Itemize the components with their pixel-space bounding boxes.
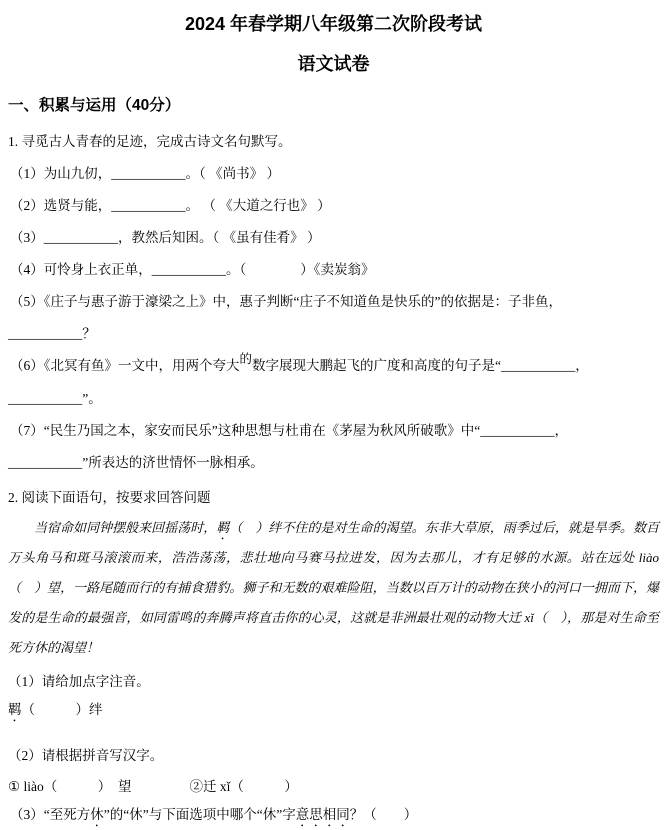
q2-sub-1-emphasized-char: 羁	[8, 702, 22, 717]
q2-sub-2-answer-line	[8, 777, 659, 796]
q2-sub-1-rest: （ ）绊	[21, 702, 103, 717]
section-heading: 一、积累与运用（40分）	[8, 97, 181, 114]
q2-sub-2-item-1: ① liào（ ） 望	[8, 779, 132, 794]
q1-item-7-line1: （7）“民生乃国之本，家安而民乐”这种思想与杜甫在《茅屋为秋风所破歌》中“___________，	[10, 423, 568, 438]
q2-sub-3-line	[8, 805, 659, 830]
q2-sub-2-label: （2）请根据拼音写汉字。	[8, 748, 164, 763]
q2-sub-1-label: （1）请给加点字注音。	[8, 674, 150, 689]
q2-sub-1-answer-line	[8, 700, 659, 725]
q1-item-6-line2: ___________”。	[8, 391, 102, 406]
exam-title: 2024 年春学期八年级第二次阶段考试	[184, 14, 483, 34]
q1-item-6-text-pre: （6）《北冥有鱼》一文中，用两个夸大	[10, 358, 240, 373]
q1-item-7-line2: ___________”所表达的济世情怀一脉相承。	[8, 455, 264, 470]
q2-sub-3-emphasized-char-1: 休	[90, 807, 104, 822]
q2-sub-3-text-pre: （3）“至死方	[10, 807, 91, 822]
passage-rest: （ ）绊不住的是对生命的渴望。东非大草原，雨季过后，就是旱季。数百万头角马和斑马滚滚而来，浩浩荡荡，悲壮地向马赛马拉进发，因为去那儿，才有足够的水源。站在远处 liào（ ）望，一路尾随而行的有捕食猎豹。狮子和无数的艰难险阻，当数以百万计的动物在狭小的河口一拥而下，爆发的是生命的最强音，如同雷鸣的奔腾声将直击你的心灵，这就是非洲最壮观的动物大迁 xǐ（ ），那是对生命至死方休的渴望！	[8, 520, 659, 655]
exam-subtitle: 语文试卷	[297, 54, 370, 74]
q1-item-5-line1: （5）《庄子与惠子游于濠梁之上》中，惠子判断“庄子不知道鱼是快乐的”的依据是：子非鱼，	[10, 294, 562, 309]
q1-item-6-line1	[8, 352, 659, 376]
q2-sub-3-text-post: ？（ ）	[349, 807, 418, 822]
q1-item-3: （3）___________，教然后知困。（ 《虽有佳肴》 ）	[10, 230, 321, 245]
passage-lead: 当宿命如同钟摆般来回摇荡时，	[34, 520, 217, 535]
q1-item-6-superscript: 的	[239, 352, 253, 366]
q1-item-6-text-post: 数字展现大鹏起飞的广度和高度的句子是“___________，	[252, 358, 589, 373]
question-2-stem: 2. 阅读下面语句，按要求回答问题	[8, 490, 211, 505]
reading-passage	[8, 513, 659, 663]
passage-emphasized-char: 羁	[216, 520, 230, 535]
q1-item-1: （1）为山九仞，___________。（ 《尚书》 ）	[10, 166, 280, 181]
question-1-stem: 1. 寻觅古人青春的足迹，完成古诗文名句默写。	[8, 134, 292, 149]
q2-sub-3-text-mid: ”的“休”与下面选项中哪个“休”字	[103, 807, 296, 822]
q1-item-4: （4）可怜身上衣正单，___________。（ ）《卖炭翁》	[10, 262, 375, 277]
q2-sub-3-emphasized-phrase: 意思相同	[295, 807, 350, 822]
q1-item-5-line2: ___________？	[8, 326, 96, 341]
q1-item-2: （2）选贤与能，___________。 （ 《大道之行也》 ）	[10, 198, 331, 213]
q2-sub-2-item-2: ②迁 xǐ（ ）	[189, 779, 298, 794]
